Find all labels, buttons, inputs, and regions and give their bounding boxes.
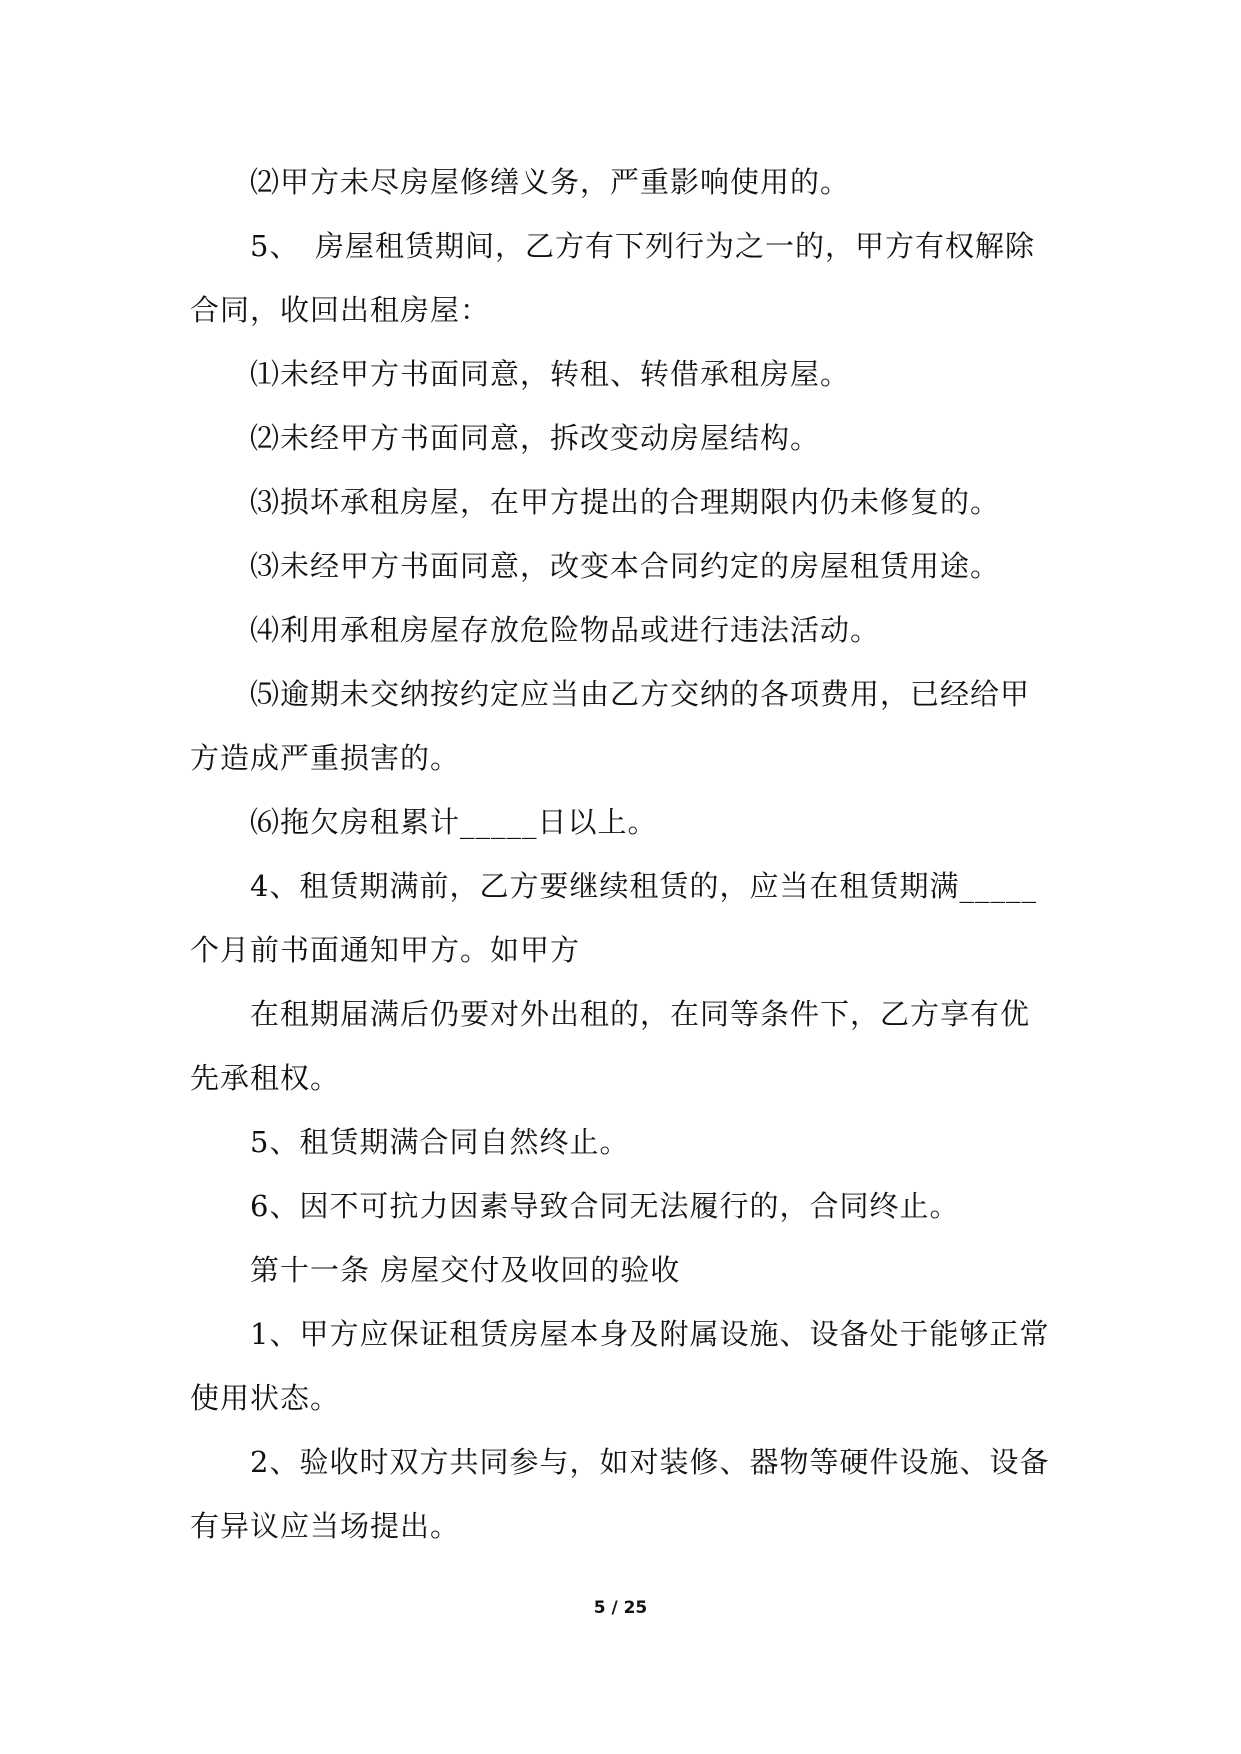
paragraph: ⑶损坏承租房屋，在甲方提出的合理期限内仍未修复的。 [250, 485, 1001, 519]
paragraph: ⑵甲方未尽房屋修缮义务，严重影响使用的。 [250, 165, 851, 199]
paragraph: 6、因不可抗力因素导致合同无法履行的，合同终止。 [250, 1189, 960, 1223]
paragraph: 5、 房屋租赁期间，乙方有下列行为之一的，甲方有权解除合同，收回出租房屋： [190, 229, 1035, 327]
paragraph: ⑹拖欠房租累计_____日以上。 [250, 805, 658, 839]
paragraph: ⑷利用承租房屋存放危险物品或进行违法活动。 [250, 613, 881, 647]
document-body [190, 150, 1050, 1558]
page-number: 5 / 25 [593, 1598, 648, 1618]
paragraph: 5、租赁期满合同自然终止。 [250, 1125, 630, 1159]
paragraph: ⑴未经甲方书面同意，转租、转借承租房屋。 [250, 357, 851, 391]
paragraph: ⑵未经甲方书面同意，拆改变动房屋结构。 [250, 421, 821, 455]
paragraph: 4、租赁期满前，乙方要继续租赁的，应当在租赁期满_____个月前书面通知甲方。如甲方 [190, 869, 1037, 967]
paragraph: ⑶未经甲方书面同意，改变本合同约定的房屋租赁用途。 [250, 549, 1001, 583]
paragraph: ⑸逾期未交纳按约定应当由乙方交纳的各项费用，已经给甲方造成严重损害的。 [190, 677, 1031, 775]
section-heading: 第十一条 房屋交付及收回的验收 [250, 1253, 681, 1287]
paragraph: 在租期届满后仍要对外出租的，在同等条件下，乙方享有优先承租权。 [190, 997, 1031, 1095]
paragraph: 2、验收时双方共同参与，如对装修、器物等硬件设施、设备有异议应当场提出。 [190, 1445, 1050, 1543]
paragraph: 1、甲方应保证租赁房屋本身及附属设施、设备处于能够正常使用状态。 [190, 1317, 1050, 1415]
